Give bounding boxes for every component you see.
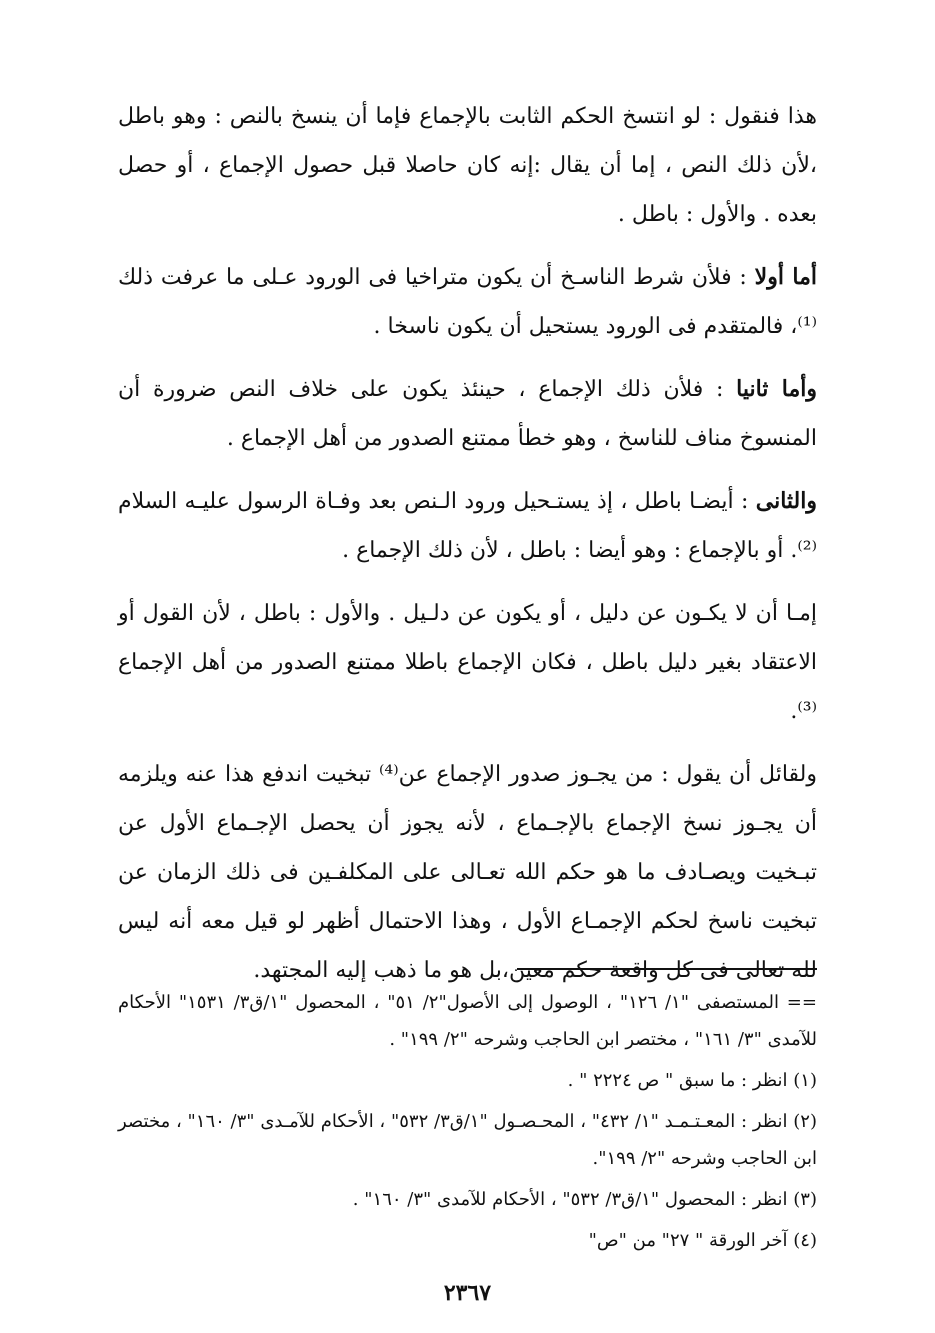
footnote: (٤) آخر الورقة " ٢٧" من "ص" [588,1230,817,1251]
footnote-continuation: == المستصفى "١/ ١٢٦" ، الوصول إلى الأصول"٢/ ٥١" ، المحصول "١/ق٣/ ١٥٣١" الأحكام للآمدى "٣/ ١٦١" ، مختصر ابن الحاجب وشرحه "٢/ ١٩٩" . [118,992,817,1050]
paragraph-lead: والثانى [755,488,817,514]
paragraph-lead: وأما ثانيا [736,376,818,402]
footnote-divider [517,968,817,970]
paragraph: والثانى : أيضـا باطل ، إذ يستـحيل ورود الـنص بعد وفـاة الرسول عليـه السلام ⁽²⁾. أو بالإجماع : وهو أيضا : باطل ، لأن ذلك الإجماع . [118,488,817,563]
footnote: (٣) انظر : المحصول "١/ق٣/ ٥٣٢" ، الأحكام للآمدى "٣/ ١٦٠" . [352,1189,817,1210]
paragraph: إمـا أن لا يكـون عن دليل ، أو يكون عن دلـيل . والأول : باطل ، لأن القول أو الاعتقاد بغير دليل باطل ، فكان الإجماع باطلا ممتنع الصدور من أهل الإجماع ⁽³⁾. [118,601,817,724]
footnotes [118,984,817,1263]
paragraph: وأما ثانيا : فلأن ذلك الإجماع ، حينئذ يكون على خلاف النص ضرورة أن المنسوخ مناف للناسخ ، وهو خطأ ممتنع الصدور من أهل الإجماع . [118,376,818,451]
footnote: (٢) انظر : المعـتـمـد "١/ ٤٣٢" ، المحـصـول "١/ق٣/ ٥٣٢" ، الأحكام للآمـدى "٣/ ١٦٠" ، مختصر ابن الحاجب وشرحه "٢/ ١٩٩". [118,1111,817,1169]
main-text [118,92,817,1009]
paragraph-lead: أما أولا [754,264,818,290]
paragraph: هذا فنقول : لو انتسخ الحكم الثابت بالإجماع فإما أن ينسخ بالنص : وهو باطل ،لأن ذلك النص ، إما أن يقال :إنه كان حاصلا قبل حصول الإجماع ، أو حصل بعده . والأول : باطل . [118,104,817,227]
page-number: ٢٣٦٧ [443,1280,492,1306]
footnote: (١) انظر : ما سبق " ص ٢٢٢٤ " . [567,1070,817,1091]
paragraph: ولقائل أن يقول : من يجـوز صدور الإجماع عن⁽⁴⁾ تبخيت اندفع هذا عنه ويلزمه أن يجـوز نسخ الإجماع بالإجـماع ، لأنه يجوز أن يحصل الإجـماع الأول عن تبـخيت ويصـادف ما هو حكم الله تعـالى على المكلفـين فى ذلك الزمان عن تبخيت ناسخ لحكم الإجمـاع الأول ، وهذا الاحتمال أظهر لو قيل معه أنه ليس لله تعالى فى كل واقعة حكم معين،بل هو ما ذهب إليه المجتهد. [118,762,818,983]
paragraph: أما أولا : فلأن شرط الناسـخ أن يكون متراخيا فى الورود عـلى ما عرفت ذلك ⁽¹⁾، فالمتقدم فى الورود يستحيل أن يكون ناسخا . [118,264,818,339]
